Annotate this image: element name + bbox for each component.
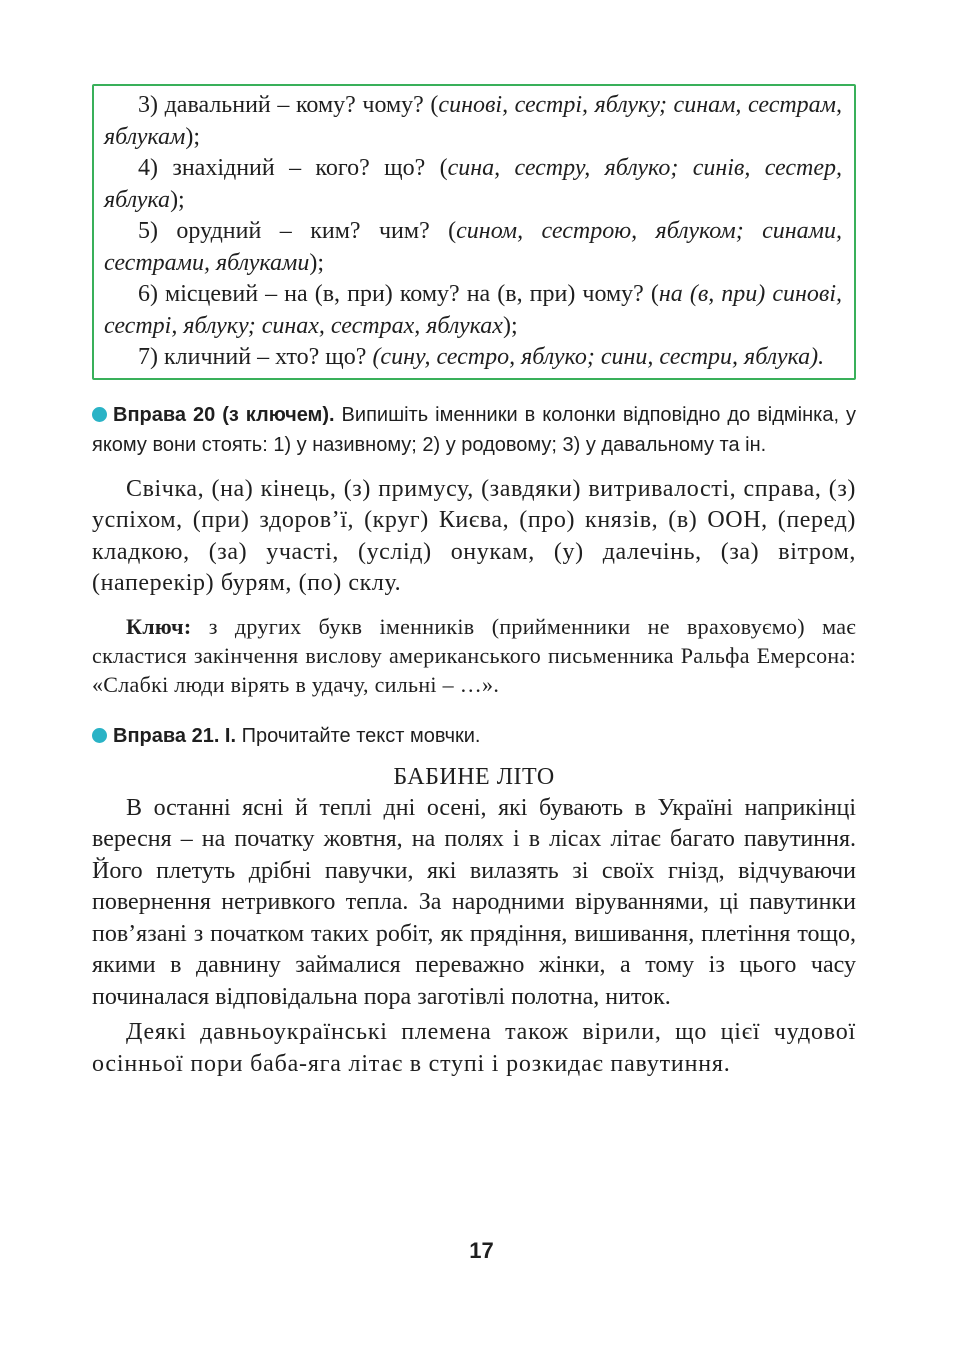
- case-item-dative: 3) давальний – кому? чому? (синові, сестрі, яблуку; синам, сестрам, яблукам);: [104, 92, 842, 150]
- text-paragraph-2: Деякі давньоукраїнські племена також вірили, що цієї чудової осінньої пори баба-яга літає в ступі і розкидає павутиння.: [92, 1019, 856, 1077]
- case-item-locative: 6) місцевий – на (в, при) кому? на (в, при) чому? (на (в, при) синові, сестрі, яблуку; синах, сестрах, яблуках);: [104, 281, 842, 339]
- exercise-20-word-list: Свічка, (на) кінець, (з) примусу, (завдяки) витривалості, справа, (з) успіхом, (при) здоров’ї, (круг) Києва, (про) князів, (в) ООН, (перед) кладкою, (за) участі, (услід) онукам, (у) далечінь, (за) вітром, (наперекір) бурям, (по) склу.: [92, 475, 856, 596]
- text-paragraph-1: В останні ясні й теплі дні осені, які бувають в Україні наприкінці вересня – на початку жовтня, на полях і в лісах літає багато павутиння. Його плетуть дрібні павучки, які вилазять зі своїх гнізд, відчуваючи повернення нетривкого тепла. За народними віруваннями, ці павутинки пов’язані з початком таких робіт, як прядіння, вишивання, плетіння тощо, якими в давнину займалися переважно жінки, а тому із цього часу починалася відповідальна пора заготівлі полотна, ниток.: [92, 794, 856, 1010]
- bullet-dot-icon: [92, 728, 107, 743]
- bullet-dot-icon: [92, 407, 107, 422]
- case-item-instrumental: 5) орудний – ким? чим? (сином, сестрою, яблуком; синами, сестрами, яблуками);: [104, 218, 842, 276]
- page-number: 17: [469, 1238, 494, 1263]
- exercise-20-key: Ключ: з других букв іменників (прийменники не враховуємо) має скластися закінчення вислову американського письменника Ральфа Емерсона: «Слабкі люди вірять в удачу, сильні – …».: [92, 613, 856, 697]
- exercise-21-heading: Вправа 21. І. Прочитайте текст мовчки.: [92, 721, 856, 751]
- exercise-20-heading: Вправа 20 (з ключем). Випишіть іменники в колонки відповідно до відмінка, у якому вони стоять: 1) у називному; 2) у родовому; 3) у давальному та ін.: [92, 403, 857, 456]
- case-item-vocative: 7) кличний – хто? що? (сину, сестро, яблуко; сини, сестри, яблука).: [138, 344, 825, 370]
- case-item-accusative: 4) знахідний – кого? що? (сина, сестру, яблуко; синів, сестер, яблука);: [104, 155, 843, 213]
- text-title: БАБИНЕ ЛІТО: [393, 763, 555, 790]
- textbook-page: [92, 84, 856, 1080]
- case-list-box: [92, 84, 856, 380]
